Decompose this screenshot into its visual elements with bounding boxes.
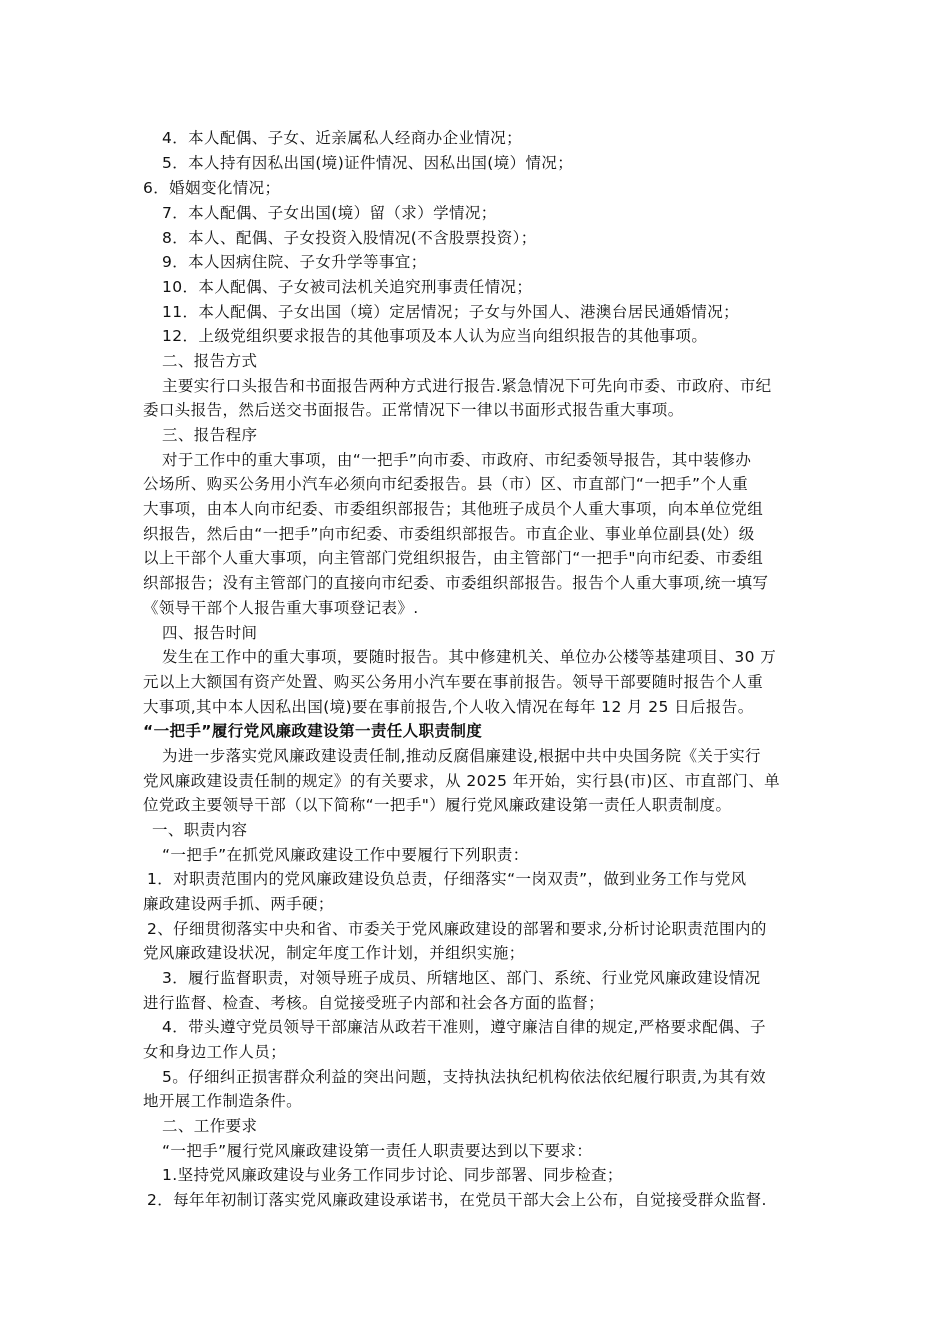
text-line: 女和身边工作人员； <box>143 1043 287 1061</box>
text-line: 大事项，由本人向市纪委、市委组织部报告；其他班子成员个人重大事项，向本单位党组 <box>143 500 764 518</box>
text-line: 2．每年年初制订落实党风廉政建设承诺书，在党员干部大会上公布，自觉接受群众监督. <box>147 1191 767 1209</box>
section-heading: 四、报告时间 <box>162 624 258 642</box>
text-line: “一把手”履行党风廉政建设第一责任人职责要达到以下要求： <box>162 1142 593 1160</box>
section-heading: 三、报告程序 <box>162 426 258 444</box>
text-line: 对于工作中的重大事项，由“一把手”向市委、市政府、市纪委领导报告，其中装修办 <box>162 451 752 469</box>
text-line: 廉政建设两手抓、两手硬； <box>143 895 334 913</box>
document-title: “一把手”履行党风廉政建设第一责任人职责制度 <box>143 722 483 740</box>
text-line: 地开展工作制造条件。 <box>143 1092 303 1110</box>
text-line: 进行监督、检查、考核。自觉接受班子内部和社会各方面的监督； <box>143 994 605 1012</box>
text-line: 主要实行口头报告和书面报告两种方式进行报告.紧急情况下可先向市委、市政府、市纪 <box>162 377 772 395</box>
text-line: 大事项,其中本人因私出国(境)要在事前报告,个人收入情况在每年 12 月 25 日后报告。 <box>143 698 754 716</box>
text-line: 织部报告；没有主管部门的直接向市纪委、市委组织部报告。报告个人重大事项,统一填写 <box>143 574 769 592</box>
section-heading: 一、职责内容 <box>152 821 248 839</box>
text-line: 委口头报告，然后送交书面报告。正常情况下一律以书面形式报告重大事项。 <box>143 401 684 419</box>
text-line: 7．本人配偶、子女出国(境）留（求）学情况； <box>162 204 497 222</box>
text-line: 1.坚持党风廉政建设与业务工作同步讨论、同步部署、同步检查； <box>162 1166 623 1184</box>
text-line: 党风廉政建设责任制的规定》的有关要求，从 2025 年开始，实行县(市)区、市直部门、单 <box>143 772 780 790</box>
text-line: 9．本人因病住院、子女升学等事宜； <box>162 253 427 271</box>
text-line: “一把手”在抓党风廉政建设工作中要履行下列职责： <box>162 846 529 864</box>
text-line: 位党政主要领导干部（以下简称“一把手"）履行党风廉政建设第一责任人职责制度。 <box>143 796 732 814</box>
text-line: 5．本人持有因私出国(境)证件情况、因私出国(境）情况； <box>162 154 574 172</box>
section-heading: 二、工作要求 <box>162 1117 258 1135</box>
text-line: 为进一步落实党风廉政建设责任制,推动反腐倡廉建设,根据中共中央国务院《关于实行 <box>162 747 761 765</box>
text-line: 4．本人配偶、子女、近亲属私人经商办企业情况； <box>162 129 523 147</box>
text-line: 2、仔细贯彻落实中央和省、市委关于党风廉政建设的部署和要求,分析讨论职责范围内的 <box>147 920 767 938</box>
text-line: 11．本人配偶、子女出国（境）定居情况；子女与外国人、港澳台居民通婚情况； <box>162 303 740 321</box>
text-line: 12．上级党组织要求报告的其他事项及本人认为应当向组织报告的其他事项。 <box>162 327 708 345</box>
text-line: 公场所、购买公务用小汽车必须向市纪委报告。县（市）区、市直部门“一把手”个人重 <box>143 475 749 493</box>
text-line: 以上干部个人重大事项，向主管部门党组织报告，由主管部门“一把手"向市纪委、市委组 <box>143 549 764 567</box>
text-line: 《领导干部个人报告重大事项登记表》. <box>143 599 419 617</box>
text-line: 4．带头遵守党员领导干部廉洁从政若干准则，遵守廉洁自律的规定,严格要求配偶、子 <box>162 1018 766 1036</box>
text-line: 发生在工作中的重大事项，要随时报告。其中修建机关、单位办公楼等基建项目、30 万 <box>162 648 777 666</box>
text-line: 党风廉政建设状况，制定年度工作计划，并组织实施； <box>143 944 525 962</box>
text-line: 3．履行监督职责，对领导班子成员、所辖地区、部门、系统、行业党风廉政建设情况 <box>162 969 761 987</box>
text-line: 元以上大额国有资产处置、购买公务用小汽车要在事前报告。领导干部要随时报告个人重 <box>143 673 764 691</box>
text-line: 10．本人配偶、子女被司法机关追究刑事责任情况； <box>162 278 533 296</box>
section-heading: 二、报告方式 <box>162 352 258 370</box>
text-line: 1．对职责范围内的党风廉政建设负总责，仔细落实“一岗双责”，做到业务工作与党风 <box>147 870 747 888</box>
text-line: 织报告，然后由“一把手”向市纪委、市委组织部报告。市直企业、事业单位副县(处）级 <box>143 525 755 543</box>
text-line: 6．婚姻变化情况； <box>143 179 281 197</box>
text-line: 8．本人、配偶、子女投资入股情况(不含股票投资）； <box>162 229 537 247</box>
text-line: 5。仔细纠正损害群众利益的突出问题，支持执法执纪机构依法依纪履行职责,为其有效 <box>162 1068 766 1086</box>
